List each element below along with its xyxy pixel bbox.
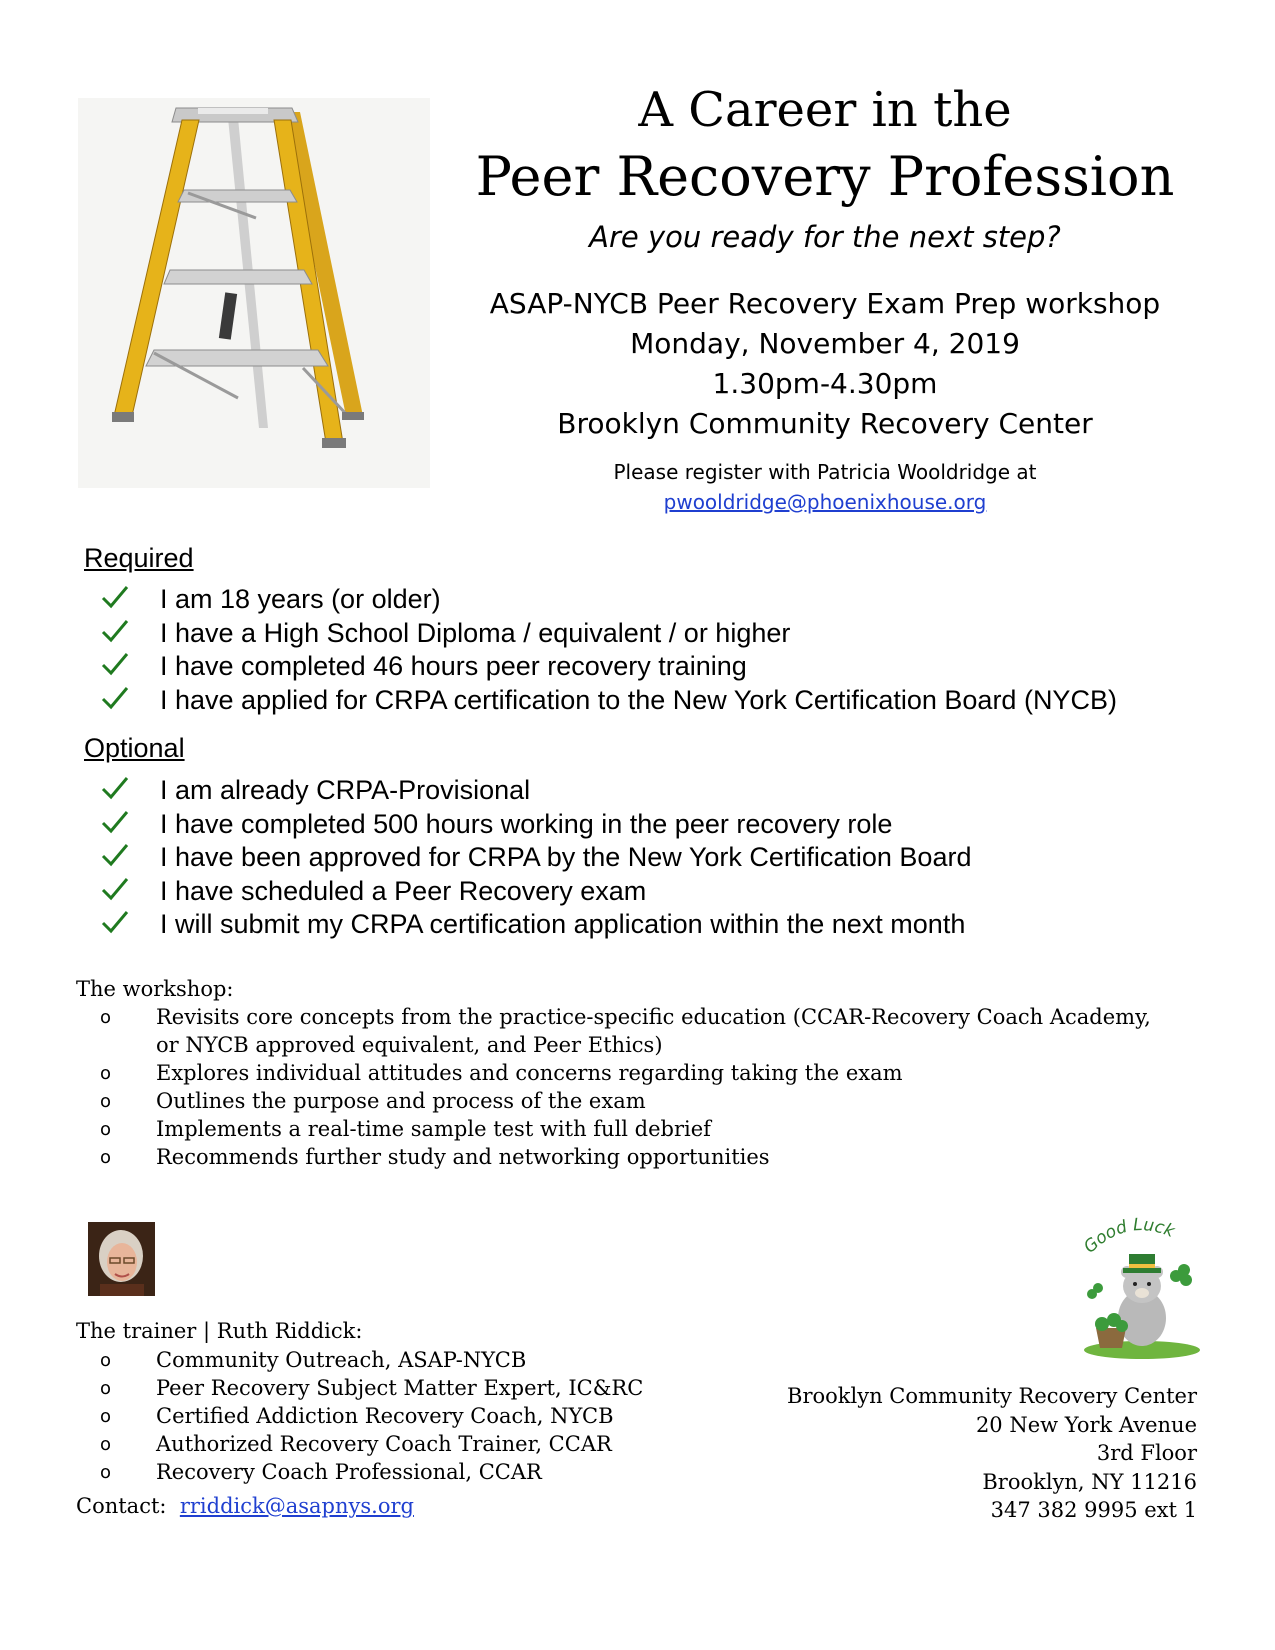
workshop-bullet-list bbox=[100, 1003, 1180, 1171]
event-date: Monday, November 4, 2019 bbox=[630, 327, 1020, 360]
checkmark-icon bbox=[100, 618, 130, 646]
list-item bbox=[100, 1143, 1180, 1171]
checkmark-icon bbox=[100, 584, 130, 612]
checkmark-icon bbox=[100, 651, 130, 679]
bullet-marker: o bbox=[100, 1091, 112, 1112]
checklist-item-text: I have a High School Diploma / equivalent / or higher bbox=[160, 617, 791, 648]
list-item bbox=[100, 1087, 1180, 1115]
list-item bbox=[100, 1003, 1180, 1059]
checkmark-icon bbox=[100, 909, 130, 937]
checklist-item-text: I have scheduled a Peer Recovery exam bbox=[160, 875, 647, 906]
checklist-item-text: I will submit my CRPA certification application within the next month bbox=[160, 909, 966, 939]
list-item-text: Peer Recovery Subject Matter Expert, IC&RC bbox=[156, 1376, 644, 1400]
list-item bbox=[100, 1458, 720, 1486]
workshop-intro: The workshop: bbox=[76, 977, 234, 1001]
workshop-name: ASAP-NYCB Peer Recovery Exam Prep workshop bbox=[489, 287, 1161, 320]
address-line: Brooklyn, NY 11216 bbox=[982, 1469, 1197, 1494]
list-item bbox=[100, 1059, 1180, 1087]
checkmark-icon bbox=[100, 809, 130, 837]
ladder-image bbox=[78, 98, 430, 488]
checklist-item-text: I am 18 years (or older) bbox=[160, 584, 441, 614]
optional-heading: Optional bbox=[84, 733, 185, 763]
required-heading: Required bbox=[84, 543, 194, 573]
good-luck-clipart bbox=[1072, 1214, 1208, 1364]
list-item-text: Community Outreach, ASAP-NYCB bbox=[156, 1348, 527, 1372]
list-item bbox=[100, 1374, 720, 1402]
registration-text: Please register with Patricia Wooldridge at bbox=[613, 460, 1037, 484]
list-item-text: Explores individual attitudes and concerns regarding taking the exam bbox=[156, 1061, 903, 1085]
list-item bbox=[100, 1402, 720, 1430]
list-item-text: Authorized Recovery Coach Trainer, CCAR bbox=[156, 1432, 612, 1456]
bullet-marker: o bbox=[100, 1350, 112, 1371]
list-item bbox=[100, 1115, 1180, 1143]
trainer-photo bbox=[88, 1222, 155, 1296]
address-line: 20 New York Avenue bbox=[975, 1412, 1197, 1437]
bullet-marker: o bbox=[100, 1434, 112, 1455]
checklist-item-text: I am already CRPA-Provisional bbox=[160, 775, 531, 805]
registration-email-link[interactable]: pwooldridge@phoenixhouse.org bbox=[663, 490, 987, 514]
good-luck-text: Good Luck bbox=[1080, 1215, 1178, 1258]
checkmark-icon bbox=[100, 842, 130, 870]
bullet-marker: o bbox=[100, 1406, 112, 1427]
bullet-marker: o bbox=[100, 1378, 112, 1399]
address-block bbox=[787, 1382, 1197, 1525]
bullet-marker: o bbox=[100, 1007, 112, 1028]
checkmark-icon bbox=[100, 685, 130, 713]
list-item-text: Certified Addiction Recovery Coach, NYCB bbox=[156, 1404, 614, 1428]
event-time: 1.30pm-4.30pm bbox=[712, 367, 938, 400]
page-title-line-2: Peer Recovery Profession bbox=[475, 145, 1175, 208]
page-title-line-1: A Career in the bbox=[638, 82, 1012, 138]
list-item-text: Revisits core concepts from the practice-specific education (CCAR-Recovery Coach Academy, or NYCB approved equivalent, and Peer Ethics) bbox=[156, 1005, 1151, 1057]
bullet-marker: o bbox=[100, 1119, 112, 1140]
address-line: 347 382 9995 ext 1 bbox=[990, 1498, 1197, 1522]
tagline: Are you ready for the next step? bbox=[589, 220, 1061, 254]
contact-label: Contact: bbox=[76, 1494, 167, 1518]
bullet-marker: o bbox=[100, 1462, 112, 1483]
list-item-text: Recommends further study and networking opportunities bbox=[156, 1145, 770, 1169]
list-item bbox=[100, 1430, 720, 1458]
checklist-item-text: I have completed 46 hours peer recovery training bbox=[160, 651, 747, 681]
checkmark-icon bbox=[100, 775, 130, 803]
list-item-text: Implements a real-time sample test with full debrief bbox=[156, 1117, 711, 1141]
checklist-item-text: I have been approved for CRPA by the New York Certification Board bbox=[160, 842, 972, 872]
address-line: Brooklyn Community Recovery Center bbox=[787, 1384, 1197, 1408]
address-line: 3rd Floor bbox=[1096, 1441, 1197, 1465]
checklist-item-text: I have applied for CRPA certification to the New York Certification Board (NYCB) bbox=[160, 684, 1117, 715]
contact-row bbox=[76, 1492, 414, 1520]
trainer-credentials-list bbox=[100, 1346, 720, 1486]
list-item bbox=[100, 1346, 720, 1374]
list-item-text: Recovery Coach Professional, CCAR bbox=[156, 1460, 542, 1484]
event-venue: Brooklyn Community Recovery Center bbox=[557, 407, 1093, 440]
checkmark-icon bbox=[100, 876, 130, 904]
bullet-marker: o bbox=[100, 1063, 112, 1084]
list-item-text: Outlines the purpose and process of the exam bbox=[156, 1089, 646, 1113]
checklist-item-text: I have completed 500 hours working in the peer recovery role bbox=[160, 808, 893, 839]
bullet-marker: o bbox=[100, 1147, 112, 1168]
contact-email-link[interactable]: rriddick@asapnys.org bbox=[179, 1494, 414, 1518]
trainer-heading: The trainer | Ruth Riddick: bbox=[76, 1319, 363, 1343]
